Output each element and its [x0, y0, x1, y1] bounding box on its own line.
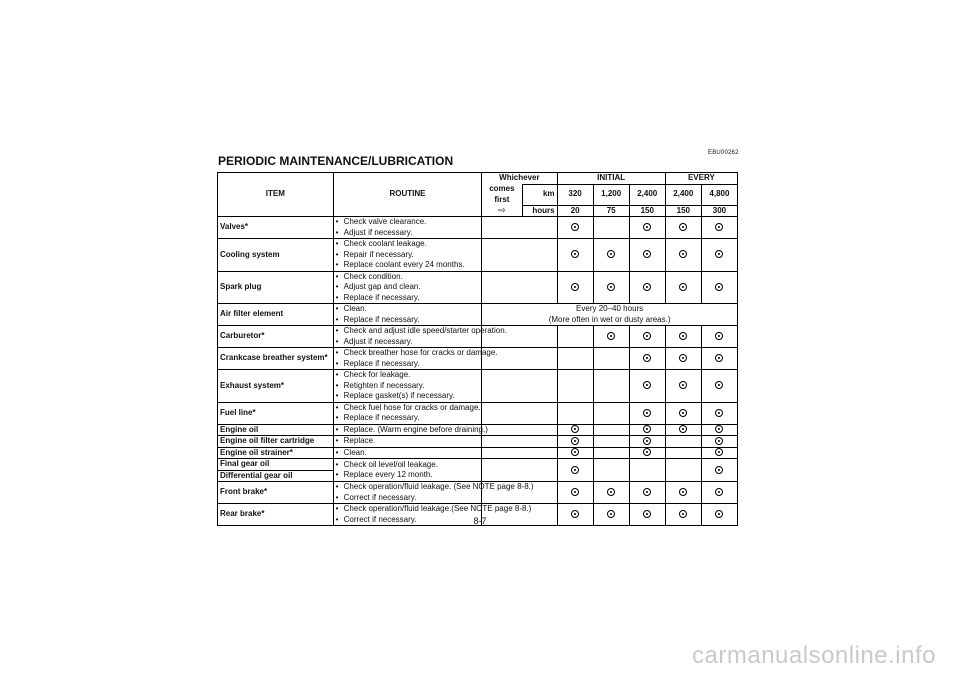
- table-row: [218, 459, 738, 471]
- check-mark-icon: [679, 425, 687, 433]
- interval-cell: [629, 348, 665, 370]
- routine-line: • Replace. (Warm engine before draining.): [336, 425, 480, 436]
- routine-line: • Adjust gap and clean.: [336, 282, 480, 293]
- interval-cell: [482, 459, 557, 482]
- interval-cell: [557, 370, 593, 403]
- routine-line: • Replace.: [336, 436, 480, 447]
- check-mark-icon: [715, 381, 723, 389]
- header-km-cell: 2,400: [629, 184, 665, 205]
- check-mark-icon: [643, 409, 651, 417]
- routine-line: • Replace gasket(s) if necessary.: [336, 391, 480, 402]
- header-routine: ROUTINE: [333, 173, 482, 217]
- routine-line: • Check valve clearance.: [336, 217, 480, 228]
- header-km-label: km: [522, 184, 557, 205]
- check-mark-icon: [571, 437, 579, 445]
- item-cell: Rear brake*: [218, 504, 334, 526]
- interval-cell: [557, 239, 593, 272]
- check-mark-icon: [607, 332, 615, 340]
- interval-cell: [482, 436, 557, 448]
- interval-cell: [557, 424, 593, 436]
- table-row: [218, 326, 738, 348]
- check-mark-icon: [715, 332, 723, 340]
- header-whichever: Whichever: [482, 173, 557, 185]
- item-cell: Spark plug: [218, 271, 334, 304]
- table-row: [218, 370, 738, 403]
- check-mark-icon: [715, 409, 723, 417]
- interval-cell: [482, 271, 557, 304]
- header-item: ITEM: [218, 173, 334, 217]
- check-mark-icon: [715, 223, 723, 231]
- routine-line: • Check and adjust idle speed/starter operation.: [336, 326, 480, 337]
- check-mark-icon: [679, 354, 687, 362]
- table-row: [218, 217, 738, 239]
- interval-cell: [629, 402, 665, 424]
- item-cell: Front brake*: [218, 482, 334, 504]
- routine-line: • Replace coolant every 24 months.: [336, 260, 480, 271]
- routine-cell: [333, 304, 482, 326]
- routine-line: • Check breather hose for cracks or damage.: [336, 348, 480, 359]
- interval-cell: [482, 447, 557, 459]
- interval-cell: [665, 436, 701, 448]
- interval-cell: [665, 424, 701, 436]
- check-mark-icon: [679, 250, 687, 258]
- routine-line: • Clean.: [336, 448, 480, 459]
- routine-cell: [333, 402, 482, 424]
- interval-cell: [665, 370, 701, 403]
- interval-cell: [665, 447, 701, 459]
- interval-cell: [701, 239, 737, 272]
- page-number: 8-7: [473, 516, 487, 526]
- check-mark-icon: [679, 223, 687, 231]
- table-row: [218, 447, 738, 459]
- check-mark-icon: [715, 437, 723, 445]
- item-cell: Valves*: [218, 217, 334, 239]
- header-km-cell: 4,800: [701, 184, 737, 205]
- interval-cell: [701, 217, 737, 239]
- interval-cell: [593, 239, 629, 272]
- item-cell: Exhaust system*: [218, 370, 334, 403]
- interval-cell: [701, 402, 737, 424]
- header-km-cell: 320: [557, 184, 593, 205]
- routine-cell: [333, 424, 488, 436]
- check-mark-icon: [715, 250, 723, 258]
- header-hours-cell: 300: [701, 205, 737, 217]
- routine-cell: [333, 459, 482, 482]
- interval-cell: [629, 436, 665, 448]
- routine-line: • Check oil level/oil leakage.: [336, 460, 480, 471]
- interval-cell: [557, 348, 593, 370]
- document-code: EBU00262: [708, 150, 739, 156]
- interval-cell: [557, 402, 593, 424]
- interval-note-line: (More often in wet or dusty areas.): [548, 314, 671, 324]
- check-mark-icon: [571, 466, 579, 474]
- interval-cell: [629, 459, 665, 482]
- check-mark-icon: [571, 448, 579, 456]
- check-mark-icon: [643, 448, 651, 456]
- interval-cell: [482, 424, 557, 436]
- check-mark-icon: [715, 425, 723, 433]
- interval-cell: [557, 217, 593, 239]
- check-mark-icon: [643, 223, 651, 231]
- interval-cell: [629, 370, 665, 403]
- check-mark-icon: [571, 283, 579, 291]
- interval-cell: [482, 370, 557, 403]
- routine-line: • Check condition.: [336, 272, 480, 283]
- interval-cell: [593, 402, 629, 424]
- header-hours-cell: 150: [629, 205, 665, 217]
- interval-cell: [701, 370, 737, 403]
- header-hours-cell: 20: [557, 205, 593, 217]
- interval-cell: [593, 217, 629, 239]
- check-mark-icon: [679, 283, 687, 291]
- item-cell: Crankcase breather system*: [218, 348, 334, 370]
- routine-line: • Correct if necessary.: [336, 493, 480, 504]
- interval-cell: [665, 239, 701, 272]
- interval-cell: [557, 482, 593, 504]
- check-mark-icon: [643, 354, 651, 362]
- interval-cell: [557, 447, 593, 459]
- table-row: [218, 402, 738, 424]
- routine-cell: [333, 326, 507, 348]
- check-mark-icon: [715, 466, 723, 474]
- interval-cell: [593, 348, 629, 370]
- interval-cell: [665, 348, 701, 370]
- table-row: [218, 348, 738, 370]
- header-initial: INITIAL: [557, 173, 665, 185]
- header-every: EVERY: [665, 173, 737, 185]
- interval-cell: [701, 271, 737, 304]
- item-cell: Engine oil filter cartridge: [218, 436, 334, 448]
- item-cell: Cooling system: [218, 239, 334, 272]
- interval-cell: [665, 482, 701, 504]
- interval-cell: [557, 271, 593, 304]
- routine-cell: [333, 436, 482, 448]
- routine-line: • Replace if necessary.: [336, 413, 480, 424]
- check-mark-icon: [679, 488, 687, 496]
- check-mark-icon: [643, 250, 651, 258]
- check-mark-icon: [571, 425, 579, 433]
- routine-cell: [333, 370, 482, 403]
- routine-cell: [333, 482, 534, 504]
- interval-note: [482, 304, 738, 326]
- interval-cell: [629, 424, 665, 436]
- table-row: [218, 436, 738, 448]
- interval-cell: [593, 370, 629, 403]
- interval-cell: [629, 239, 665, 272]
- header-hours-cell: 75: [593, 205, 629, 217]
- check-mark-icon: [643, 425, 651, 433]
- item-cell: Air filter element: [218, 304, 334, 326]
- routine-line: • Replace if necessary.: [336, 293, 480, 304]
- item-cell: Engine oil: [218, 424, 334, 436]
- table-row: [218, 271, 738, 304]
- interval-cell: [593, 459, 629, 482]
- item-cell: Differential gear oil: [218, 470, 334, 482]
- interval-cell: [557, 436, 593, 448]
- maintenance-table: [217, 172, 738, 526]
- check-mark-icon: [643, 381, 651, 389]
- interval-cell: [593, 271, 629, 304]
- routine-line: • Clean.: [336, 304, 480, 315]
- interval-cell: [665, 402, 701, 424]
- routine-line: • Replace every 12 month.: [336, 470, 480, 481]
- interval-cell: [629, 271, 665, 304]
- item-cell: Fuel line*: [218, 402, 334, 424]
- header-hours-cell: 150: [665, 205, 701, 217]
- routine-line: • Replace if necessary.: [336, 315, 480, 326]
- routine-cell: [333, 348, 498, 370]
- watermark: carmanualsonline.info: [692, 642, 936, 669]
- check-mark-icon: [715, 283, 723, 291]
- interval-cell: [665, 217, 701, 239]
- check-mark-icon: [715, 488, 723, 496]
- item-cell: Engine oil strainer*: [218, 447, 334, 459]
- item-cell: Carburetor*: [218, 326, 334, 348]
- interval-cell: [629, 326, 665, 348]
- interval-cell: [701, 348, 737, 370]
- check-mark-icon: [643, 283, 651, 291]
- interval-cell: [701, 326, 737, 348]
- check-mark-icon: [571, 223, 579, 231]
- header-km-cell: 2,400: [665, 184, 701, 205]
- header-comes-first: comes first: [482, 184, 522, 205]
- interval-cell: [665, 459, 701, 482]
- table-row: [218, 239, 738, 272]
- check-mark-icon: [643, 437, 651, 445]
- interval-note-line: Every 20–40 hours: [576, 304, 644, 313]
- check-mark-icon: [715, 448, 723, 456]
- routine-line: • Check fuel hose for cracks or damage.: [336, 403, 480, 414]
- routine-line: • Repair if necessary.: [336, 250, 480, 261]
- page-title: PERIODIC MAINTENANCE/LUBRICATION: [218, 154, 454, 168]
- interval-cell: [557, 326, 593, 348]
- check-mark-icon: [571, 250, 579, 258]
- interval-cell: [482, 239, 557, 272]
- interval-cell: [593, 447, 629, 459]
- interval-cell: [629, 482, 665, 504]
- table-row: [218, 482, 738, 504]
- check-mark-icon: [679, 409, 687, 417]
- interval-cell: [665, 271, 701, 304]
- routine-cell: [333, 447, 482, 459]
- interval-cell: [593, 326, 629, 348]
- interval-cell: [482, 217, 557, 239]
- item-cell: Final gear oil: [218, 459, 334, 471]
- check-mark-icon: [607, 283, 615, 291]
- check-mark-icon: [715, 354, 723, 362]
- check-mark-icon: [643, 488, 651, 496]
- routine-line: • Check for leakage.: [336, 370, 480, 381]
- interval-cell: [593, 482, 629, 504]
- routine-cell: [333, 217, 482, 239]
- interval-cell: [629, 447, 665, 459]
- interval-cell: [701, 459, 737, 482]
- check-mark-icon: [679, 381, 687, 389]
- interval-cell: [629, 217, 665, 239]
- table-row: [218, 304, 738, 326]
- interval-cell: [701, 424, 737, 436]
- interval-cell: [701, 482, 737, 504]
- check-mark-icon: [607, 250, 615, 258]
- interval-cell: [701, 436, 737, 448]
- routine-line: • Replace if necessary.: [336, 359, 480, 370]
- routine-line: • Adjust if necessary.: [336, 228, 480, 239]
- interval-cell: [557, 459, 593, 482]
- interval-cell: [482, 402, 557, 424]
- routine-line: • Check operation/fluid leakage. (See NOTE page 8-8.): [336, 482, 480, 493]
- header-hours-label: hours: [522, 205, 557, 217]
- routine-line: • Correct if necessary.: [336, 515, 480, 526]
- routine-cell: [333, 239, 482, 272]
- routine-line: • Adjust if necessary.: [336, 337, 480, 348]
- check-mark-icon: [643, 332, 651, 340]
- header-km-cell: 1,200: [593, 184, 629, 205]
- interval-cell: [593, 424, 629, 436]
- routine-line: • Check operation/fluid leakage.(See NOTE page 8-8.): [336, 504, 480, 515]
- routine-line: • Retighten if necessary.: [336, 381, 480, 392]
- routine-cell: [333, 271, 482, 304]
- arrow-icon: ⇨: [482, 205, 522, 217]
- check-mark-icon: [607, 488, 615, 496]
- interval-cell: [593, 436, 629, 448]
- routine-line: • Check coolant leakage.: [336, 239, 480, 250]
- check-mark-icon: [571, 488, 579, 496]
- check-mark-icon: [679, 332, 687, 340]
- interval-cell: [701, 447, 737, 459]
- table-row: [218, 424, 738, 436]
- interval-cell: [665, 326, 701, 348]
